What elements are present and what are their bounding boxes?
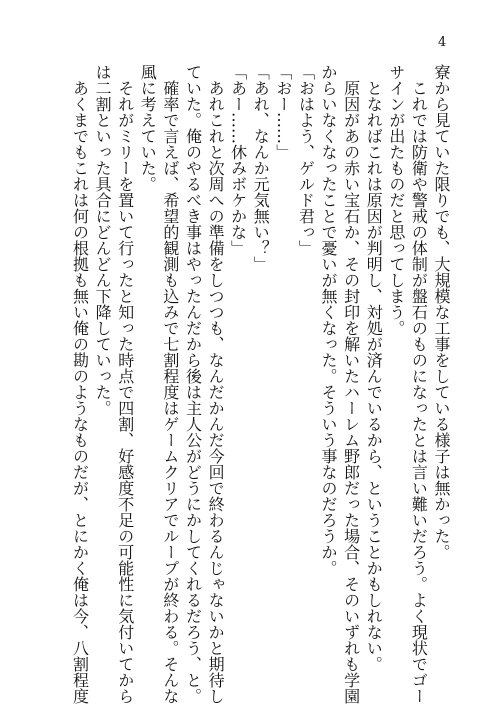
text-line: 「あー……休みボケかな」 — [228, 64, 248, 256]
text-line: 「おー……」 — [273, 64, 293, 160]
text-line: ていた。俺のやるべき事はやったんだから後は主人公がどうにかしてくれるだろう、と。 — [183, 64, 203, 704]
vertical-text-body — [68, 64, 452, 704]
text-line: は二割といった具合にどんどん下降していった。 — [93, 64, 113, 416]
text-line: あくまでもこれは何の根拠も無い俺の勘のようなものだが、とにかく俺は今、八割程度 — [70, 64, 90, 704]
text-line: あれこれと次周への準備をしつつも、なんだかんだ今回で終わるんじゃないかと期待し — [206, 64, 226, 704]
text-line: 風に考えていた。 — [138, 64, 158, 192]
text-line: 「あれ、なんか元気無い？」 — [251, 64, 271, 272]
text-line: サインが出たものだと思ってしまう。 — [386, 64, 406, 336]
text-line: 「おはよう、ゲルド君っ」 — [296, 64, 316, 256]
text-line: 寮から見ていた限りでも、大規模な工事をしている様子は無かった。 — [432, 64, 451, 560]
page-number: 4 — [438, 35, 447, 50]
text-line: からいなくなったことで憂いが無くなった。そういう事なのだろうか。 — [319, 64, 339, 576]
text-line: それがミリーを置いて行ったと知った時点で四割、好感度不足の可能性に気付いてから — [115, 64, 135, 704]
text-line: 確率で言えば、希望的観測も込みで七割程度はゲームクリアでループが終わる。そんな — [160, 64, 180, 704]
text-line: 原因があの赤い宝石か、その封印を解いたハーレム野郎だった場合、そのいずれも学園 — [341, 64, 361, 704]
text-line: となればこれは原因が判明し、対処が済んでいるから、ということかもしれない。 — [364, 64, 384, 672]
text-line: これでは防衛や警戒の体制が盤石のものになったとは言い難いだろう。よく現状でゴー — [409, 64, 429, 704]
